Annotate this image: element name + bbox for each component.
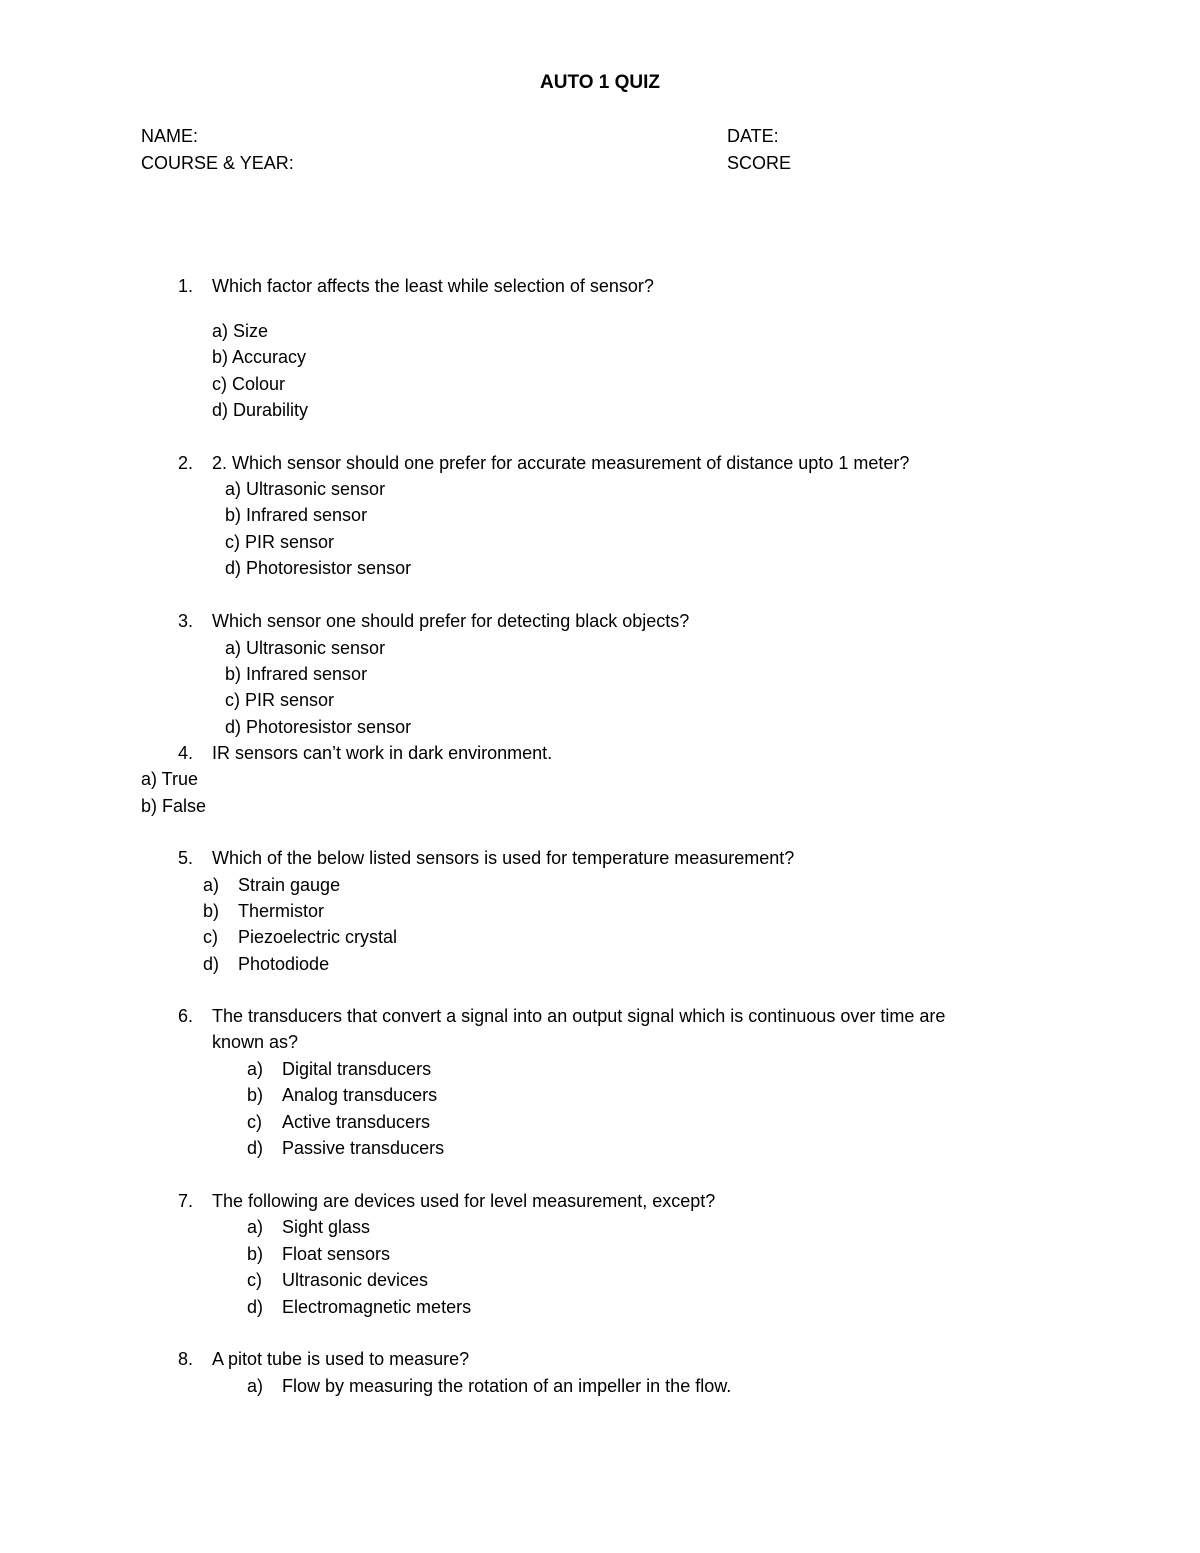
question-1-option-a: a) Size [212, 321, 269, 341]
question-7-option-a: Sight glass [282, 1217, 371, 1237]
name-label: NAME: [141, 126, 199, 146]
question-5-option-b-letter: b) [203, 901, 220, 921]
question-2-number: 2. [177, 453, 193, 473]
question-2-option-b: b) Infrared sensor [225, 505, 368, 525]
question-8-option-a-letter: a) [247, 1376, 264, 1396]
question-1-text: Which factor affects the least while selection of sensor? [212, 276, 654, 296]
question-4-text: IR sensors can’t work in dark environment. [212, 743, 553, 763]
question-7-option-c-letter: c) [247, 1270, 262, 1290]
question-8-text: A pitot tube is used to measure? [212, 1349, 470, 1369]
question-8-number: 8. [177, 1349, 193, 1369]
question-7-option-d-letter: d) [247, 1297, 264, 1317]
question-6-option-c-letter: c) [247, 1112, 262, 1132]
question-7-option-b-letter: b) [247, 1244, 264, 1264]
question-5-option-c: Piezoelectric crystal [238, 927, 398, 947]
question-6-number: 6. [177, 1006, 193, 1026]
score-label: SCORE [727, 153, 792, 173]
question-5-option-c-letter: c) [203, 927, 218, 947]
question-6-text-line1: The transducers that convert a signal into an output signal which is continuous over time are [212, 1006, 946, 1026]
question-2-option-d: d) Photoresistor sensor [225, 558, 412, 578]
question-8-option-a: Flow by measuring the rotation of an impeller in the flow. [282, 1376, 732, 1396]
question-6-option-d: Passive transducers [282, 1138, 445, 1158]
question-5-number: 5. [177, 848, 193, 868]
question-3-number: 3. [177, 611, 193, 631]
question-3-option-d: d) Photoresistor sensor [225, 717, 412, 737]
question-2-option-a: a) Ultrasonic sensor [225, 479, 386, 499]
question-7-number: 7. [177, 1191, 193, 1211]
question-5-option-b: Thermistor [238, 901, 325, 921]
question-5-text: Which of the below listed sensors is used for temperature measurement? [212, 848, 795, 868]
question-5-option-d: Photodiode [238, 954, 330, 974]
question-6-option-a: Digital transducers [282, 1059, 432, 1079]
question-6-option-a-letter: a) [247, 1059, 264, 1079]
question-1-option-b: b) Accuracy [212, 347, 307, 367]
question-4-option-a: a) True [141, 769, 199, 789]
question-7-option-d: Electromagnetic meters [282, 1297, 472, 1317]
question-3-option-b: b) Infrared sensor [225, 664, 368, 684]
question-6-option-b: Analog transducers [282, 1085, 438, 1105]
question-2-option-c: c) PIR sensor [225, 532, 335, 552]
question-5-option-a: Strain gauge [238, 875, 341, 895]
question-7-option-c: Ultrasonic devices [282, 1270, 429, 1290]
question-2-text: 2. Which sensor should one prefer for accurate measurement of distance upto 1 meter? [212, 453, 910, 473]
question-3-option-a: a) Ultrasonic sensor [225, 638, 386, 658]
question-4-number: 4. [177, 743, 193, 763]
question-5-option-a-letter: a) [203, 875, 220, 895]
question-5-option-d-letter: d) [203, 954, 220, 974]
question-1-option-c: c) Colour [212, 374, 286, 394]
question-7-option-b: Float sensors [282, 1244, 391, 1264]
question-4-option-b: b) False [141, 796, 207, 816]
question-1-number: 1. [177, 276, 193, 296]
question-3-text: Which sensor one should prefer for detecting black objects? [212, 611, 690, 631]
question-7-text: The following are devices used for level measurement, except? [212, 1191, 716, 1211]
date-label: DATE: [727, 126, 779, 146]
question-1-option-d: d) Durability [212, 400, 309, 420]
page-title: AUTO 1 QUIZ [540, 72, 660, 93]
question-6-option-d-letter: d) [247, 1138, 264, 1158]
question-7-option-a-letter: a) [247, 1217, 264, 1237]
question-6-text-line2: known as? [212, 1032, 299, 1052]
question-6-option-c: Active transducers [282, 1112, 431, 1132]
course-year-label: COURSE & YEAR: [141, 153, 294, 173]
question-6-option-b-letter: b) [247, 1085, 264, 1105]
question-3-option-c: c) PIR sensor [225, 690, 335, 710]
